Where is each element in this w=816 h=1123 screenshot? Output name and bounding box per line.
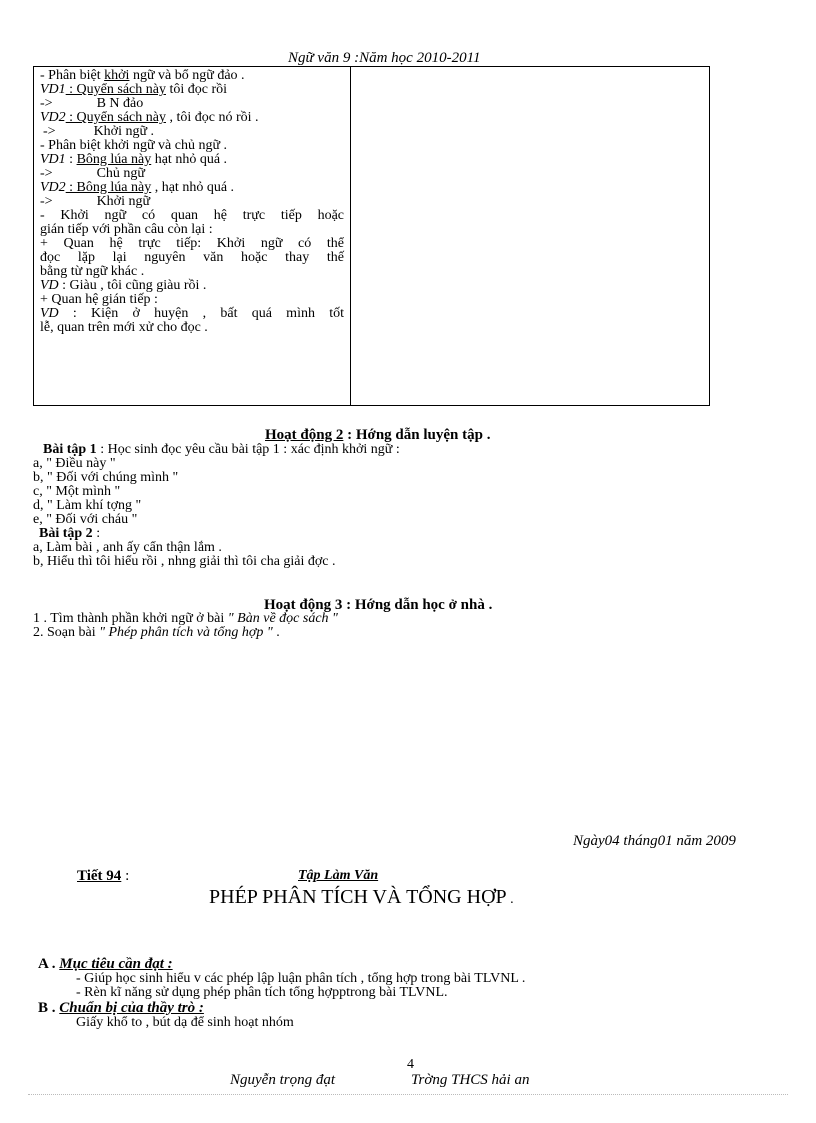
homework-item-2: 2. Soạn bài " Phép phân tích và tổng hợp " . [33,625,280,640]
table-line-5: -> Khởi ngữ . [43,124,155,139]
page-number: 4 [407,1057,414,1072]
page-header: Ngữ văn 9 :Năm học 2010-2011 [288,50,481,66]
content-table [33,66,710,406]
table-line-17: + Quan hệ gián tiếp : [40,292,158,307]
list-item: a, " Điều này " [33,456,116,471]
list-item: - Giúp học sinh hiểu v các phép lập luận phân tích , tổng hợp trong bài TLVNL . [76,971,526,986]
table-line-8: -> Chủ ngữ [40,166,145,181]
exercise-2-heading: Bài tập 2 : [39,526,101,541]
table-line-15: bằng từ ngữ khác . [40,264,145,279]
list-item: e, " Đối với cháu " [33,512,138,527]
table-line-6: - Phân biệt khởi ngữ và chủ ngữ . [40,138,228,153]
table-divider [350,67,351,405]
table-line-2: VD1 : Quyển sách này tôi đọc rồi [40,82,228,97]
footer-author: Nguyễn trọng đạt [230,1072,335,1088]
list-item: - Rèn kĩ năng sử dụng phép phân tích tổng hợpptrong bài TLVNL. [76,985,448,1000]
table-line-11: - Khởi ngữ có quan hệ trực tiếp hoặc [40,208,344,223]
footer-school: Trờng THCS hải an [411,1072,530,1088]
table-line-13: + Quan hệ trực tiếp: Khởi ngữ có thể [40,236,344,251]
table-line-7: VD1 : Bông lúa này hạt nhỏ quá . [40,152,228,167]
lesson-subject: Tập Làm Văn [298,868,379,883]
lesson-number: Tiết 94 : [77,868,130,884]
table-line-14: đọc lặp lại nguyên văn hoặc thay thế [40,250,344,265]
table-line-1: - Phân biệt khởi ngữ và bổ ngữ đảo . [40,68,245,83]
exercise-block [33,443,400,569]
activity-2-heading: Hoạt động 2 : Hớng dẫn luyện tập . [265,427,491,443]
table-line-18: VD : Kiện ở huyện , bất quá mình tốt [40,306,344,321]
section-a [38,956,525,1030]
homework-block [33,612,338,640]
section-a-heading: A . Mục tiêu cần đạt : [38,956,173,972]
list-item: a, Làm bài , anh ấy cẩn thận lắm . [33,540,222,555]
exercise-1-line: Bài tập 1 : Học sinh đọc yêu cầu bài tập 1 : xác định khởi ngữ : [43,442,400,457]
table-line-19: lễ, quan trên mới xử cho đọc . [40,320,208,335]
table-left-cell [40,69,344,335]
list-item: b, Hiểu thì tôi hiểu rồi , nhng giải thì tôi cha giải đợc . [33,554,336,569]
lesson-title: PHÉP PHÂN TÍCH VÀ TỔNG HỢP . [209,886,514,908]
bottom-divider [28,1094,788,1095]
table-line-10: -> Khởi ngữ [40,194,151,209]
table-line-9: VD2 : Bông lúa này , hạt nhỏ quá . [40,180,235,195]
table-line-3: -> B N đảo [40,96,144,111]
list-item: d, " Làm khí tợng " [33,498,142,513]
list-item: b, " Đối với chúng mình " [33,470,179,485]
table-line-12: gián tiếp với phần câu còn lại : [40,222,213,237]
table-line-16: VD : Giàu , tôi cũng giàu rồi . [40,278,207,293]
section-b-heading: B . Chuẩn bị của thầy trò : [38,1000,204,1016]
homework-item-1: 1 . Tìm thành phần khởi ngữ ở bài " Bàn về đọc sách " [33,611,338,626]
date-line: Ngày04 tháng01 năm 2009 [573,833,736,849]
list-item: c, " Một mình " [33,484,121,499]
section-b-text: Giấy khổ to , bút dạ để sinh hoạt nhóm [76,1015,294,1030]
table-line-4: VD2 : Quyển sách này , tôi đọc nó rồi . [40,110,259,125]
activity-3-heading: Hoạt động 3 : Hớng dẫn học ở nhà . [264,597,493,613]
